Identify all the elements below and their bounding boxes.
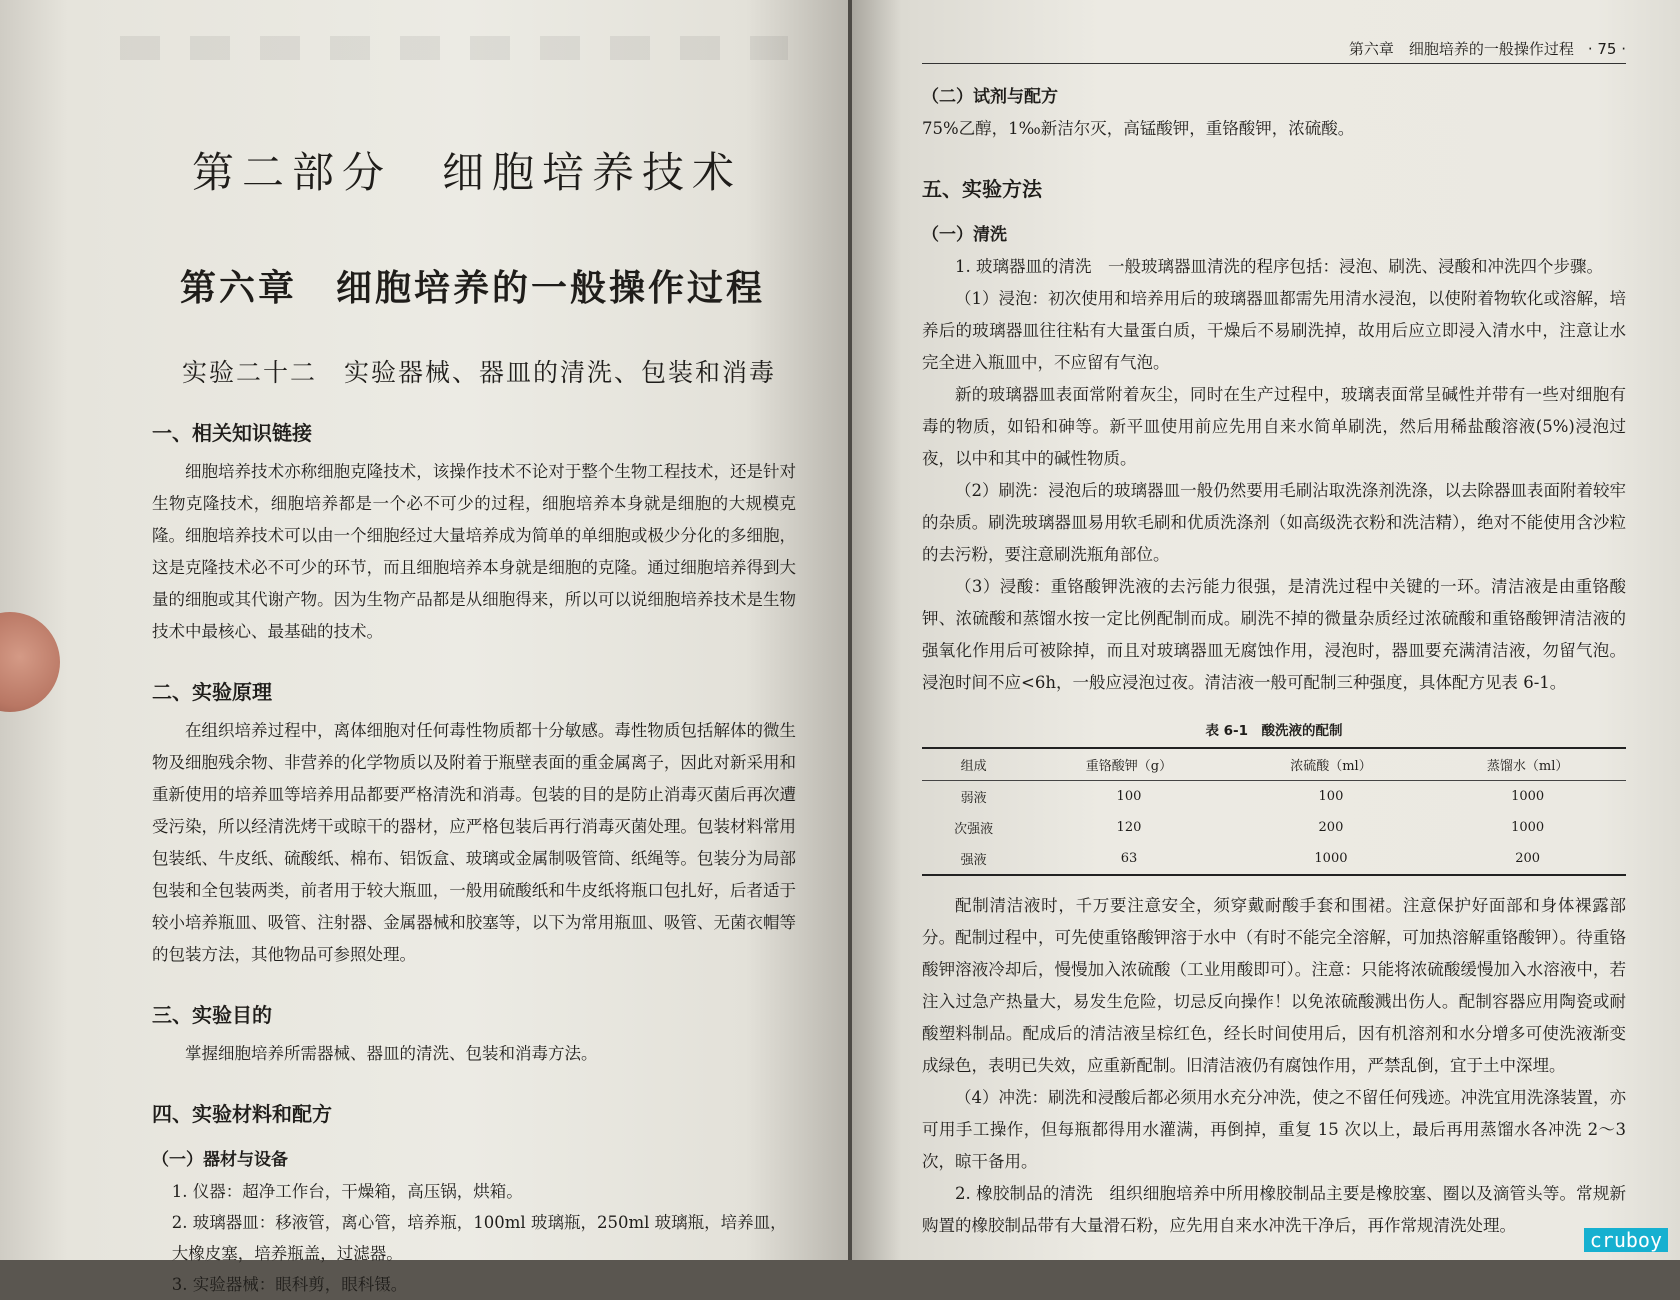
section-2-paragraph: 在组织培养过程中，离体细胞对任何毒性物质都十分敏感。毒性物质包括解体的微生物及细胞残余物、非营养的化学物质以及附着于瓶壁表面的重金属离子，因此对新采用和重新使用的培养皿等培养用品都要严格清洗和消毒。包装的目的是防止消毒灭菌后再次遭受污染，所以经清洗烤干或晾干的器材，应严格包装后再行消毒灭菌处理。包装材料常用包装纸、牛皮纸、硫酸纸、棉布、铝饭盒、玻璃或金属制吸管筒、纸绳等。包装分为局部包装和全包装两类，前者用于较大瓶皿，一般用硫酸纸和牛皮纸将瓶口包扎好，后者适于较小培养瓶皿、吸管、注射器、金属器械和胶塞等，以下为常用瓶皿、吸管、无菌衣帽等的包装方法，其他物品可参照处理。 — [152, 721, 796, 964]
subsection-reagents: （二）试剂与配方 — [922, 87, 1058, 107]
header-chapter: 第六章 细胞培养的一般操作过程 — [1348, 40, 1574, 58]
table-row — [922, 781, 1626, 813]
reagents-list: 75%乙醇，1‰新洁尔灭，高锰酸钾，重铬酸钾，浓硫酸。 — [922, 119, 1355, 138]
running-header — [922, 0, 1626, 64]
section-heading-3: 三、实验目的 — [152, 1003, 272, 1027]
table-cell: 63 — [1120, 851, 1138, 866]
list-item: 3. 实验器械：眼科剪，眼科镊。 — [171, 1275, 408, 1294]
chapter-title: 第六章 细胞培养的一般操作过程 — [180, 268, 766, 309]
part-title: 第二部分 细胞培养技术 — [192, 148, 743, 197]
table-cell: 200 — [1515, 851, 1541, 866]
paragraph: （3）浸酸：重铬酸钾洗液的去污能力很强，是清洗过程中关键的一环。清洁液是由重铬酸钾、浓硫酸和蒸馏水按一定比例配制而成。刷洗不掉的微量杂质经过浓硫酸和重铬酸钾清洁液的强氧化作用后可被除掉，而且对玻璃器皿无腐蚀作用，浸泡时，器皿要充满清洁液，勿留气泡。浸泡时间不应<6h，一般应浸泡过夜。清洁液一般可配制三种强度，具体配方见表 6-1。 — [922, 577, 1626, 692]
bleed-through — [120, 36, 788, 60]
paragraph: 配制清洁液时，千万要注意安全，须穿戴耐酸手套和围裙。注意保护好面部和身体裸露部分。配制过程中，可先使重铬酸钾溶于水中（有时不能完全溶解，可加热溶解重铬酸钾）。待重铬酸钾溶液冷却后，慢慢加入浓硫酸（工业用酸即可）。注意：只能将浓硫酸缓慢加入水溶液中，若注入过急产热量大，易发生危险，切忌反向操作！以免浓硫酸溅出伤人。配制容器应用陶瓷或耐酸塑料制品。配成后的清洁液呈棕红色，经长时间使用后，因有机溶剂和水分增多可使洗液渐变成绿色，表明已失效，应重新配制。旧清洁液仍有腐蚀作用，严禁乱倒，宜于土中深埋。 — [922, 896, 1626, 1075]
subsection-cleaning: （一）清洗 — [922, 225, 1007, 245]
paragraph: （1）浸泡：初次使用和培养用后的玻璃器皿都需先用清水浸泡，以使附着物软化或溶解，培养后的玻璃器皿往往粘有大量蛋白质，干燥后不易刷洗掉，故用后应立即浸入清水中，注意让水完全进入瓶皿中，不应留有气泡。 — [922, 289, 1626, 372]
paragraph: （4）冲洗：刷洗和浸酸后都必须用水充分冲洗，使之不留任何残迹。冲洗宜用洗涤装置，亦可用手工操作，但每瓶都得用水灌满，再倒掉，重复 15 次以上，最后再用蒸馏水各冲洗 2～3 次，晾干备用。 — [922, 1088, 1626, 1171]
list-item: 2. 玻璃器皿：移液管，离心管，培养瓶，100ml 玻璃瓶，250ml 玻璃瓶，培养皿，大橡皮塞，培养瓶盖，过滤器。 — [171, 1213, 787, 1263]
table-cell: 100 — [1116, 789, 1142, 804]
watermark: cruboy — [1584, 1228, 1668, 1252]
subsection-equipment: （一）器材与设备 — [152, 1150, 288, 1170]
list-item: 1. 仪器：超净工作台，干燥箱，高压锅，烘箱。 — [171, 1182, 523, 1201]
table-cell: 弱液 — [960, 791, 987, 806]
section-heading-2: 二、实验原理 — [152, 680, 272, 704]
section-1-paragraph: 细胞培养技术亦称细胞克隆技术，该操作技术不论对于整个生物工程技术，还是针对生物克隆技术，细胞培养都是一个必不可少的过程，细胞培养本身就是细胞的大规模克隆。细胞培养技术可以由一个细胞经过大量培养成为简单的单细胞或极少分化的多细胞，这是克隆技术必不可少的环节，而且细胞培养本身就是细胞的克隆。通过细胞培养得到大量的细胞或其代谢产物。因为生物产品都是从细胞得来，所以可以说细胞培养技术是生物技术中最核心、最基础的技术。 — [152, 462, 796, 641]
table-header-row — [922, 748, 1626, 781]
paragraph: 2. 橡胶制品的清洗 组织细胞培养中所用橡胶制品主要是橡胶塞、圈以及滴管头等。常规新购置的橡胶制品带有大量滑石粉，应先用自来水冲洗干净后，再作常规清洗处理。 — [922, 1184, 1626, 1235]
table-cell: 1000 — [1314, 851, 1348, 866]
table-cell: 100 — [1318, 789, 1344, 804]
table-header-cell: 浓硫酸（ml） — [1233, 748, 1430, 781]
table-row — [922, 843, 1626, 875]
experiment-title: 实验二十二 实验器械、器皿的清洗、包装和消毒 — [182, 358, 777, 387]
table-cell: 强液 — [960, 853, 987, 868]
section-heading-4: 四、实验材料和配方 — [152, 1102, 332, 1126]
table-row — [922, 812, 1626, 843]
section-heading-1: 一、相关知识链接 — [152, 421, 312, 445]
paragraph: 1. 玻璃器皿的清洗 一般玻璃器皿清洗的程序包括：浸泡、刷洗、浸酸和冲洗四个步骤。 — [955, 257, 1603, 276]
table-header-cell: 蒸馏水（ml） — [1429, 748, 1626, 781]
table-cell: 200 — [1318, 820, 1344, 835]
right-page — [852, 0, 1680, 1260]
table-cell: 1000 — [1511, 820, 1545, 835]
section-heading-5: 五、实验方法 — [922, 177, 1042, 201]
table-cell: 次强液 — [954, 822, 994, 837]
table-cell: 1000 — [1511, 789, 1545, 804]
table-cell: 120 — [1116, 820, 1142, 835]
table-header-cell: 重铬酸钾（g） — [1025, 748, 1232, 781]
section-3-paragraph: 掌握细胞培养所需器械、器皿的清洗、包装和消毒方法。 — [185, 1044, 598, 1063]
paragraph: 新的玻璃器皿表面常附着灰尘，同时在生产过程中，玻璃表面常呈碱性并带有一些对细胞有毒的物质，如铅和砷等。新平皿使用前应先用自来水简单刷洗，然后用稀盐酸溶液(5%)浸泡过夜，以中和其中的碱性物质。 — [922, 385, 1626, 468]
table-caption: 表 6-1 酸洗液的配制 — [1205, 723, 1343, 739]
page-number: · 75 · — [1587, 40, 1626, 58]
acid-solution-table — [922, 747, 1626, 876]
paragraph: （2）刷洗：浸泡后的玻璃器皿一般仍然要用毛刷沾取洗涤剂洗涤，以去除器皿表面附着较牢的杂质。刷洗玻璃器皿易用软毛刷和优质洗涤剂（如高级洗衣粉和洗洁精），绝对不能使用含沙粒的去污粉，要注意刷洗瓶角部位。 — [922, 481, 1626, 564]
table-header-cell: 组成 — [922, 748, 1025, 781]
